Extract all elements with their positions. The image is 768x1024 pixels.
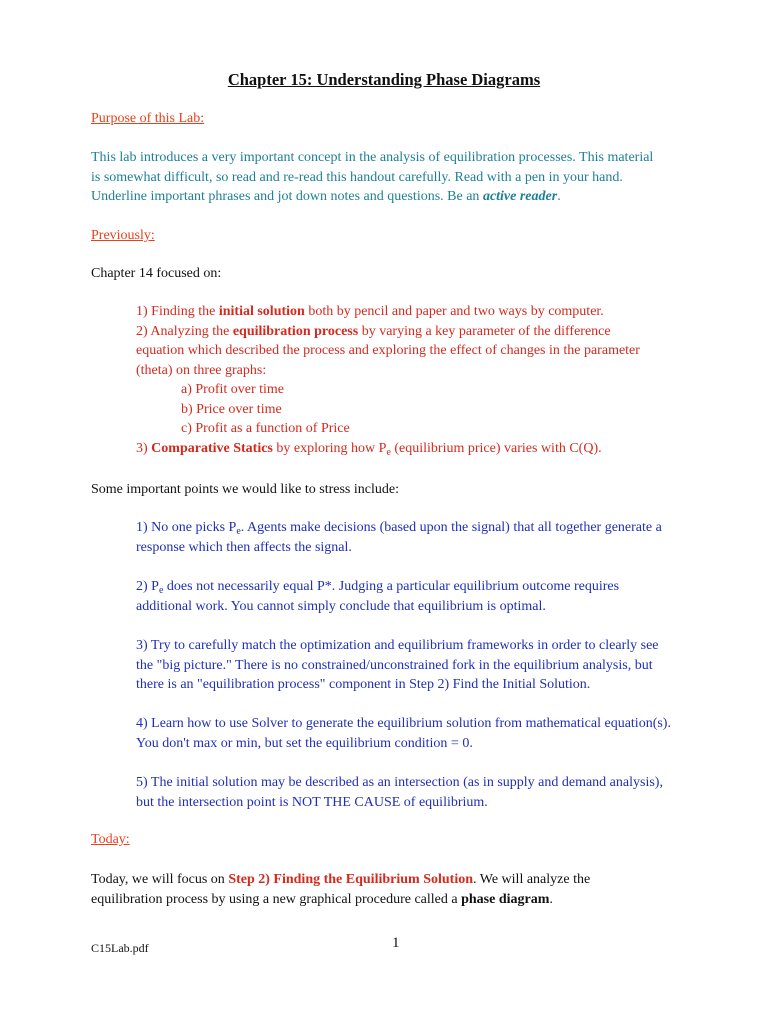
point-5 <box>136 773 721 812</box>
page-number: 1 <box>392 935 400 951</box>
item2-line-2: equation which described the process and exploring the effect of changes in the parameter <box>136 343 640 358</box>
point-3-line-3: there is an "equilibration process" component in Step 2) Find the Initial Solution. <box>136 677 591 692</box>
point-4-line-1: 4) Learn how to use Solver to generate the equilibrium solution from mathematical equation(s). <box>136 716 671 731</box>
today-line-1-suffix: . We will analyze the <box>473 872 591 887</box>
sub-item-price-over-time: b) Price over time <box>181 401 282 417</box>
page-title: Chapter 15: Understanding Phase Diagrams <box>227 70 541 89</box>
purpose-paragraph <box>91 148 721 207</box>
point-2-prefix: 2) P <box>136 579 159 594</box>
sub-item-profit-over-time: a) Profit over time <box>181 382 285 397</box>
item3-prefix: 3) <box>136 441 152 456</box>
point-5-line-1: 5) The initial solution may be described as an intersection (as in supply and demand analysis), <box>136 775 663 790</box>
today-line-1 <box>91 870 721 890</box>
item3-bold: Comparative Statics <box>151 441 273 456</box>
graph-sub-list <box>181 380 350 439</box>
today-paragraph <box>91 870 721 909</box>
previously-list <box>136 302 721 380</box>
item1-suffix: both by pencil and paper and two ways by computer. <box>304 304 604 319</box>
footer-filename: C15Lab.pdf <box>91 941 149 955</box>
item2-suffix: by varying a key parameter of the difference <box>358 323 611 339</box>
point-1-suffix: . Agents make decisions (based upon the signal) that all together generate a <box>240 520 662 535</box>
point-1 <box>136 518 721 557</box>
point-3-line-1: 3) Try to carefully match the optimization and equilibrium frameworks in order to clearly see <box>136 638 659 653</box>
phase-diagram-emphasis: phase diagram <box>461 891 550 907</box>
point-2-suffix: does not necessarily equal P*. Judging a particular equilibrium outcome requires <box>163 579 620 594</box>
list-item-initial-solution <box>136 302 721 322</box>
point-1-line-1 <box>136 518 721 538</box>
item3-suffix: (equilibrium price) varies with C(Q). <box>390 441 602 456</box>
purpose-heading: Purpose of this Lab: <box>91 111 205 126</box>
purpose-line-3-end: . <box>557 189 561 204</box>
item1-prefix: 1) Finding the <box>136 304 219 319</box>
list-item-equilibration-process <box>136 322 721 342</box>
list-item-comparative-statics <box>136 439 721 459</box>
point-5-line-2: but the intersection point is NOT THE CAUSE of equilibrium. <box>136 794 488 810</box>
point-2-line-1 <box>136 577 721 597</box>
today-line-1-prefix: Today, we will focus on <box>91 872 229 887</box>
today-line-2-suffix: . <box>549 891 553 907</box>
point-1-prefix: 1) No one picks P <box>136 520 237 535</box>
purpose-line-2: is somewhat difficult, so read and re-read this handout carefully. Read with a pen in your hand. <box>91 169 623 185</box>
point-1-line-2: response which then affects the signal. <box>136 539 352 555</box>
point-1-subscript: e <box>236 526 241 537</box>
point-2-line-2: additional work. You cannot simply conclude that equilibrium is optimal. <box>136 598 546 614</box>
item3-line <box>136 439 721 459</box>
point-4 <box>136 714 721 753</box>
points-intro: Some important points we would like to stress include: <box>91 482 399 497</box>
item1-bold: initial solution <box>218 304 305 319</box>
item2-prefix: 2) Analyzing the <box>136 323 233 339</box>
purpose-line-3 <box>91 187 721 207</box>
today-line-2 <box>91 890 721 910</box>
point-4-line-2: You don't max or min, but set the equilibrium condition = 0. <box>136 735 473 751</box>
point-2 <box>136 577 721 616</box>
item2-line-3: (theta) on three graphs: <box>136 362 267 378</box>
purpose-line-3-text: Underline important phrases and jot down notes and questions. Be an <box>91 189 483 204</box>
item3-subscript: e <box>386 447 391 458</box>
point-2-subscript: e <box>158 585 164 596</box>
item3-text: by exploring how P <box>272 441 387 456</box>
item2-bold: equilibration process <box>232 323 359 339</box>
today-line-2-prefix: equilibration process by using a new graphical procedure called a <box>91 891 462 907</box>
point-3 <box>136 636 721 695</box>
today-heading: Today: <box>91 832 130 847</box>
previously-heading: Previously: <box>91 228 155 243</box>
point-3-line-2: the "big picture." There is no constrained/unconstrained fork in the equilibrium analysis, but <box>136 657 653 673</box>
purpose-line-1: This lab introduces a very important concept in the analysis of equilibration processes. This material <box>91 150 654 165</box>
sub-item-profit-function-of-price: c) Profit as a function of Price <box>181 421 350 436</box>
today-step-emphasis: Step 2) Finding the Equilibrium Solution <box>228 872 473 887</box>
active-reader-emphasis: active reader <box>482 189 558 204</box>
previously-intro: Chapter 14 focused on: <box>91 266 222 281</box>
